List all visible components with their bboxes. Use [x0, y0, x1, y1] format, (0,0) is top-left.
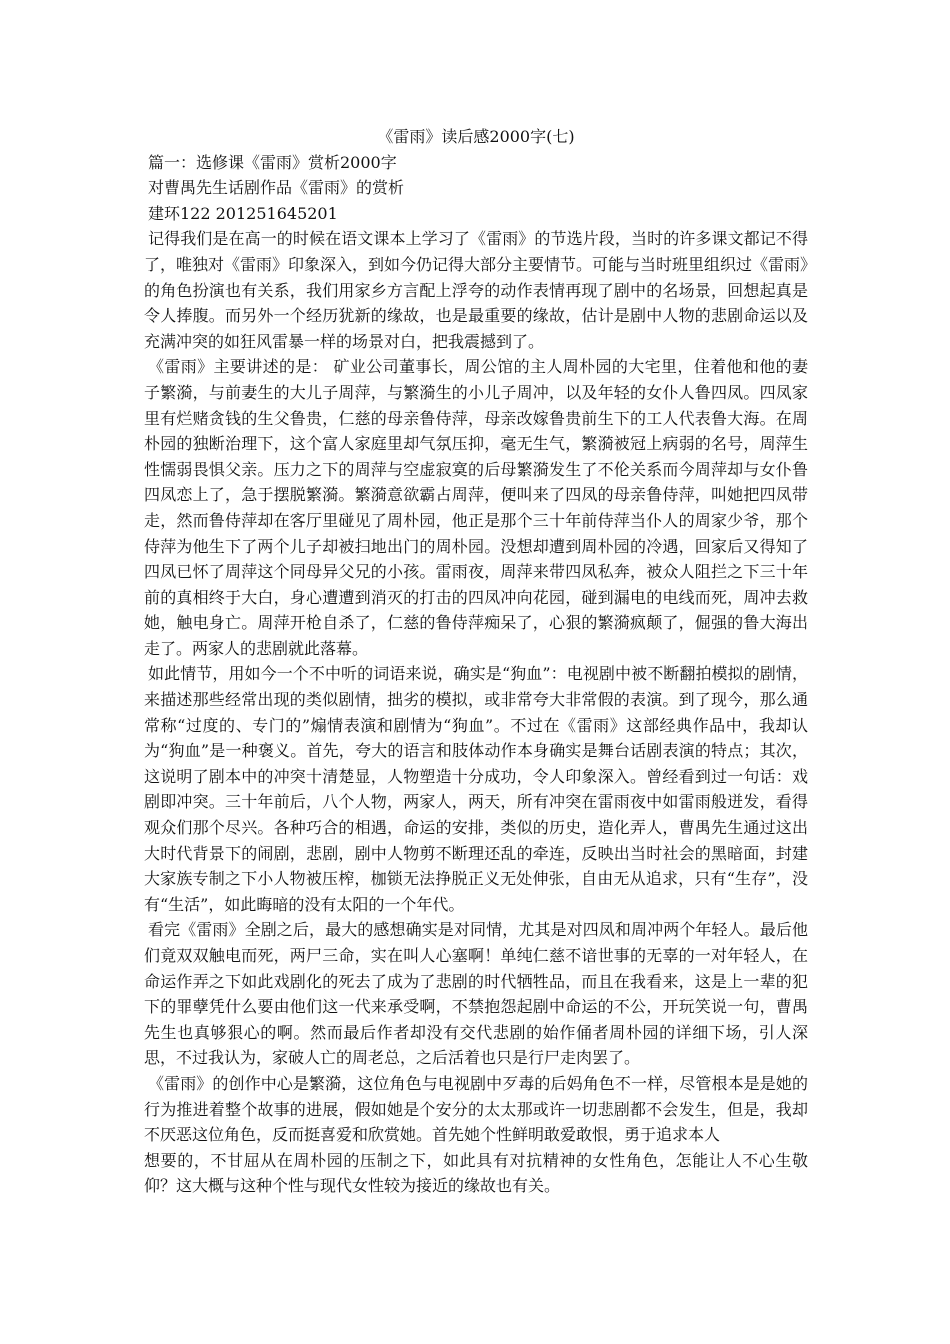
paragraph-5: 《雷雨》的创作中心是繁漪，这位角色与电视剧中歹毒的后妈角色不一样，尽管根本是是她的行为推进着整个故事的进展，假如她是个安分的太太那或许一切悲剧都不会发生，但是，我却不厌恶这位角色，反而挺喜爱和欣赏她。首先她个性鲜明敢爱敢恨，勇于追求本人 — [144, 1073, 808, 1145]
essay-subtitle: 对曹禺先生话剧作品《雷雨》的赏析 — [148, 178, 405, 198]
paragraph-2: 《雷雨》主要讲述的是： 矿业公司董事长，周公馆的主人周朴园的大宅里，住着他和他的妻子繁漪，与前妻生的大儿子周萍，与繁漪生的小儿子周冲，以及年轻的女仆人鲁四凤。四凤家里有烂赌贪钱的生父鲁贵，仁慈的母亲鲁侍萍，母亲改嫁鲁贵前生下的工人代表鲁大海。在周朴园的独断治理下，这个富人家庭里却气氛压抑，毫无生气，繁漪被冠上病弱的名号，周萍生性懦弱畏惧父亲。压力之下的周萍与空虚寂寞的后母繁漪发生了不伦关系而今周萍却与女仆鲁四凤恋上了，急于摆脱繁漪。繁漪意欲霸占周萍，便叫来了四凤的母亲鲁侍萍，叫她把四凤带走，然而鲁侍萍却在客厅里碰见了周朴园，他正是那个三十年前侍萍当仆人的周家少爷，那个侍萍为他生下了两个儿子却被扫地出门的周朴园。没想却遭到周朴园的冷遇，回家后又得知了四凤已怀了周萍这个同母异父兄的小孩。雷雨夜，周萍来带四凤私奔，被众人阻拦之下三十年前的真相终于大白，身心遭遭到消灭的打击的四凤冲向花园，碰到漏电的电线而死，周冲去救她，触电身亡。周萍开枪自杀了，仁慈的鲁侍萍痴呆了，心狠的繁漪疯颠了，倔强的鲁大海出走了。两家人的悲剧就此落幕。 — [144, 357, 808, 658]
paragraph-6: 想要的，不甘屈从在周朴园的压制之下，如此具有对抗精神的女性角色，怎能让人不心生敬仰？这大概与这种个性与现代女性较为接近的缘故也有关。 — [144, 1150, 808, 1196]
section-heading: 篇一：选修课《雷雨》赏析2000字 — [148, 152, 397, 172]
paragraph-1: 记得我们是在高一的时候在语文课本上学习了《雷雨》的节选片段，当时的许多课文都记不得了，唯独对《雷雨》印象深入，到如今仍记得大部分主要情节。可能与当时班里组织过《雷雨》的角色扮演也有关系，我们用家乡方言配上浮夸的动作表情再现了剧中的名场景，回想起真是令人捧腹。而另外一个经历犹新的缘故，也是最重要的缘故，估计是剧中人物的悲剧命运以及充满冲突的如狂风雷暴一样的场景对白，把我震撼到了。 — [144, 229, 809, 351]
paragraph-3: 如此情节，用如今一个不中听的词语来说，确实是“狗血”：电视剧中被不断翻拍模拟的剧情，来描述那些经常出现的类似剧情，拙劣的模拟，或非常夸大非常假的表演。到了现今，那么通常称“过度的、专门的”煽情表演和剧情为“狗血”。不过在《雷雨》这部经典作品中，我却认为“狗血”是一种褒义。首先，夸大的语言和肢体动作本身确实是舞台话剧表演的特点；其次，这说明了剧本中的冲突十清楚显，人物塑造十分成功，令人印象深入。曾经看到过一句话：戏剧即冲突。三十年前后，八个人物，两家人，两天，所有冲突在雷雨夜中如雷雨般迸发，看得观众们那个尽兴。各种巧合的相遇，命运的安排，类似的历史，造化弄人，曹禺先生通过这出大时代背景下的闹剧，悲剧，剧中人物剪不断理还乱的牵连，反映出当时社会的黑暗面，封建大家族专制之下小人物被压榨，枷锁无法挣脱正义无处伸张，自由无从追求，只有“生存”，没有“生活”，如此晦暗的没有太阳的一个年代。 — [144, 664, 808, 914]
document-title: 《雷雨》读后感2000字(七) — [377, 127, 575, 146]
document-page — [144, 124, 808, 1199]
author-id-line: 建环122 201251645201 — [148, 203, 338, 223]
paragraph-4: 看完《雷雨》全剧之后，最大的感想确实是对同情，尤其是对四凤和周冲两个年轻人。最后他们竟双双触电而死，两尸三命，实在叫人心塞啊！单纯仁慈不谙世事的无辜的一对年轻人，在命运作弄之下如此戏剧化的死去了成为了悲剧的时代牺牲品，而且在我看来，这是上一辈的犯下的罪孽凭什么要由他们这一代来承受啊，不禁抱怨起剧中命运的不公，开玩笑说一句，曹禺先生也真够狠心的啊。然而最后作者却没有交代悲剧的始作俑者周朴园的详细下场，引人深思，不过我认为，家破人亡的周老总，之后活着也只是行尸走肉罢了。 — [144, 920, 808, 1068]
